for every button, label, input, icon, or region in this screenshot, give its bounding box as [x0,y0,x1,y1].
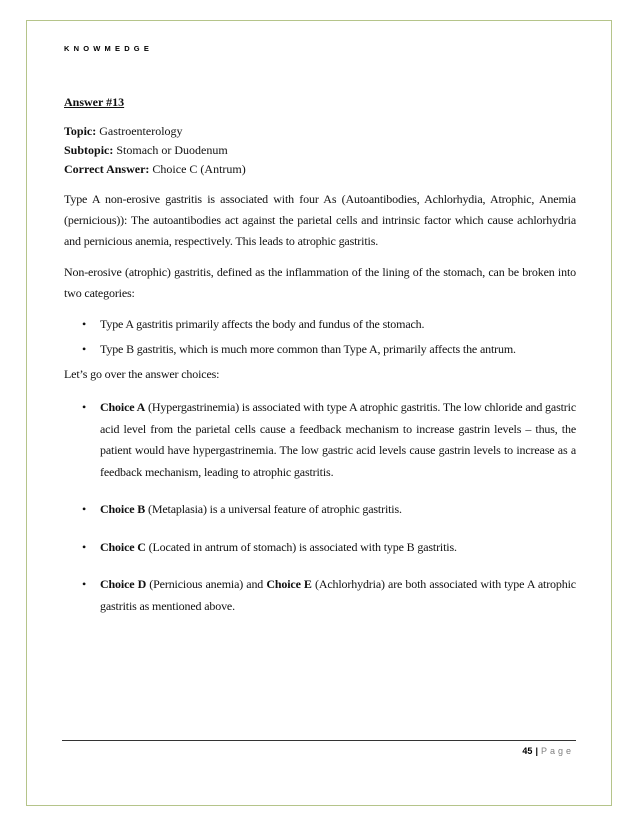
correct-answer-label: Correct Answer: [64,162,150,176]
footer-separator: | [535,746,538,756]
bullet-icon: • [82,502,87,516]
page-footer [522,746,574,756]
explanation-paragraph: Type A non-erosive gastritis is associated with four As (Autoantibodies, Achlorhydia, Atrophic, Anemia (pernicious)): The autoantibodies act against the parietal cells and intrinsic factor which cause achlorhydria and pernicious anemia, respectively. This leads to atrophic gastritis. [64,192,576,248]
list-item [64,339,576,359]
choices-intro: Let’s go over the answer choices: [64,367,220,381]
choice-text: (Achlorhydria) are both associated with type A atrophic gastritis as mentioned above. [100,577,576,613]
choice-label: Choice D [100,577,147,591]
choice-d-e-item [64,574,576,617]
correct-answer-value: Choice C (Antrum) [149,162,246,176]
choice-label: Choice B [100,502,146,516]
document-body [64,92,576,633]
choice-text: (Hypergastrinemia) is associated with type A atrophic gastritis. The low chloride and gastric acid level from the parietal cells cause a feedback mechanism to increase gastrin levels – thus, the patient would have hypergastrinemia. The low gastric acid levels cause gastrin levels to increase as a feedback mechanism, leading to atrophic gastritis. [100,400,576,479]
subtopic-line [64,141,576,160]
brand-header: KNOWMEDGE [64,44,154,53]
bullet-icon: • [82,577,87,591]
correct-answer-line [64,160,576,179]
choice-text: (Located in antrum of stomach) is associated with type B gastritis. [145,539,457,554]
list-item-text: Type A gastritis primarily affects the body and fundus of the stomach. [100,317,425,331]
gastritis-types-list [64,314,576,359]
bullet-icon: • [82,317,87,331]
subtopic-label: Subtopic: [64,143,114,157]
choice-text: (Metaplasia) is a universal feature of atrophic gastritis. [145,502,402,516]
topic-label: Topic: [64,124,97,138]
bullet-icon: • [82,539,87,554]
topic-value: Gastroenterology [96,124,183,138]
bullet-icon: • [82,400,87,414]
choice-label: Choice C [100,539,146,554]
answer-title: Answer #13 [64,95,125,109]
choice-c-item [64,537,576,559]
topic-line [64,122,576,141]
page-number: 45 [522,746,533,756]
bullet-icon: • [82,342,87,356]
choice-a-item [64,397,576,483]
choice-label: Choice A [100,400,146,414]
choice-label: Choice E [266,577,312,591]
answer-choices-list [64,397,576,617]
categories-paragraph: Non-erosive (atrophic) gastritis, defined as the inflammation of the lining of the stomach, can be broken into two categories: [64,265,576,300]
list-item-text: Type B gastritis, which is much more common than Type A, primarily affects the antrum. [100,342,516,356]
footer-divider [62,740,576,741]
page-label: Page [540,746,574,756]
choice-b-item [64,499,576,521]
list-item [64,314,576,334]
choice-text: (Pernicious anemia) and [146,577,267,591]
subtopic-value: Stomach or Duodenum [113,143,228,157]
